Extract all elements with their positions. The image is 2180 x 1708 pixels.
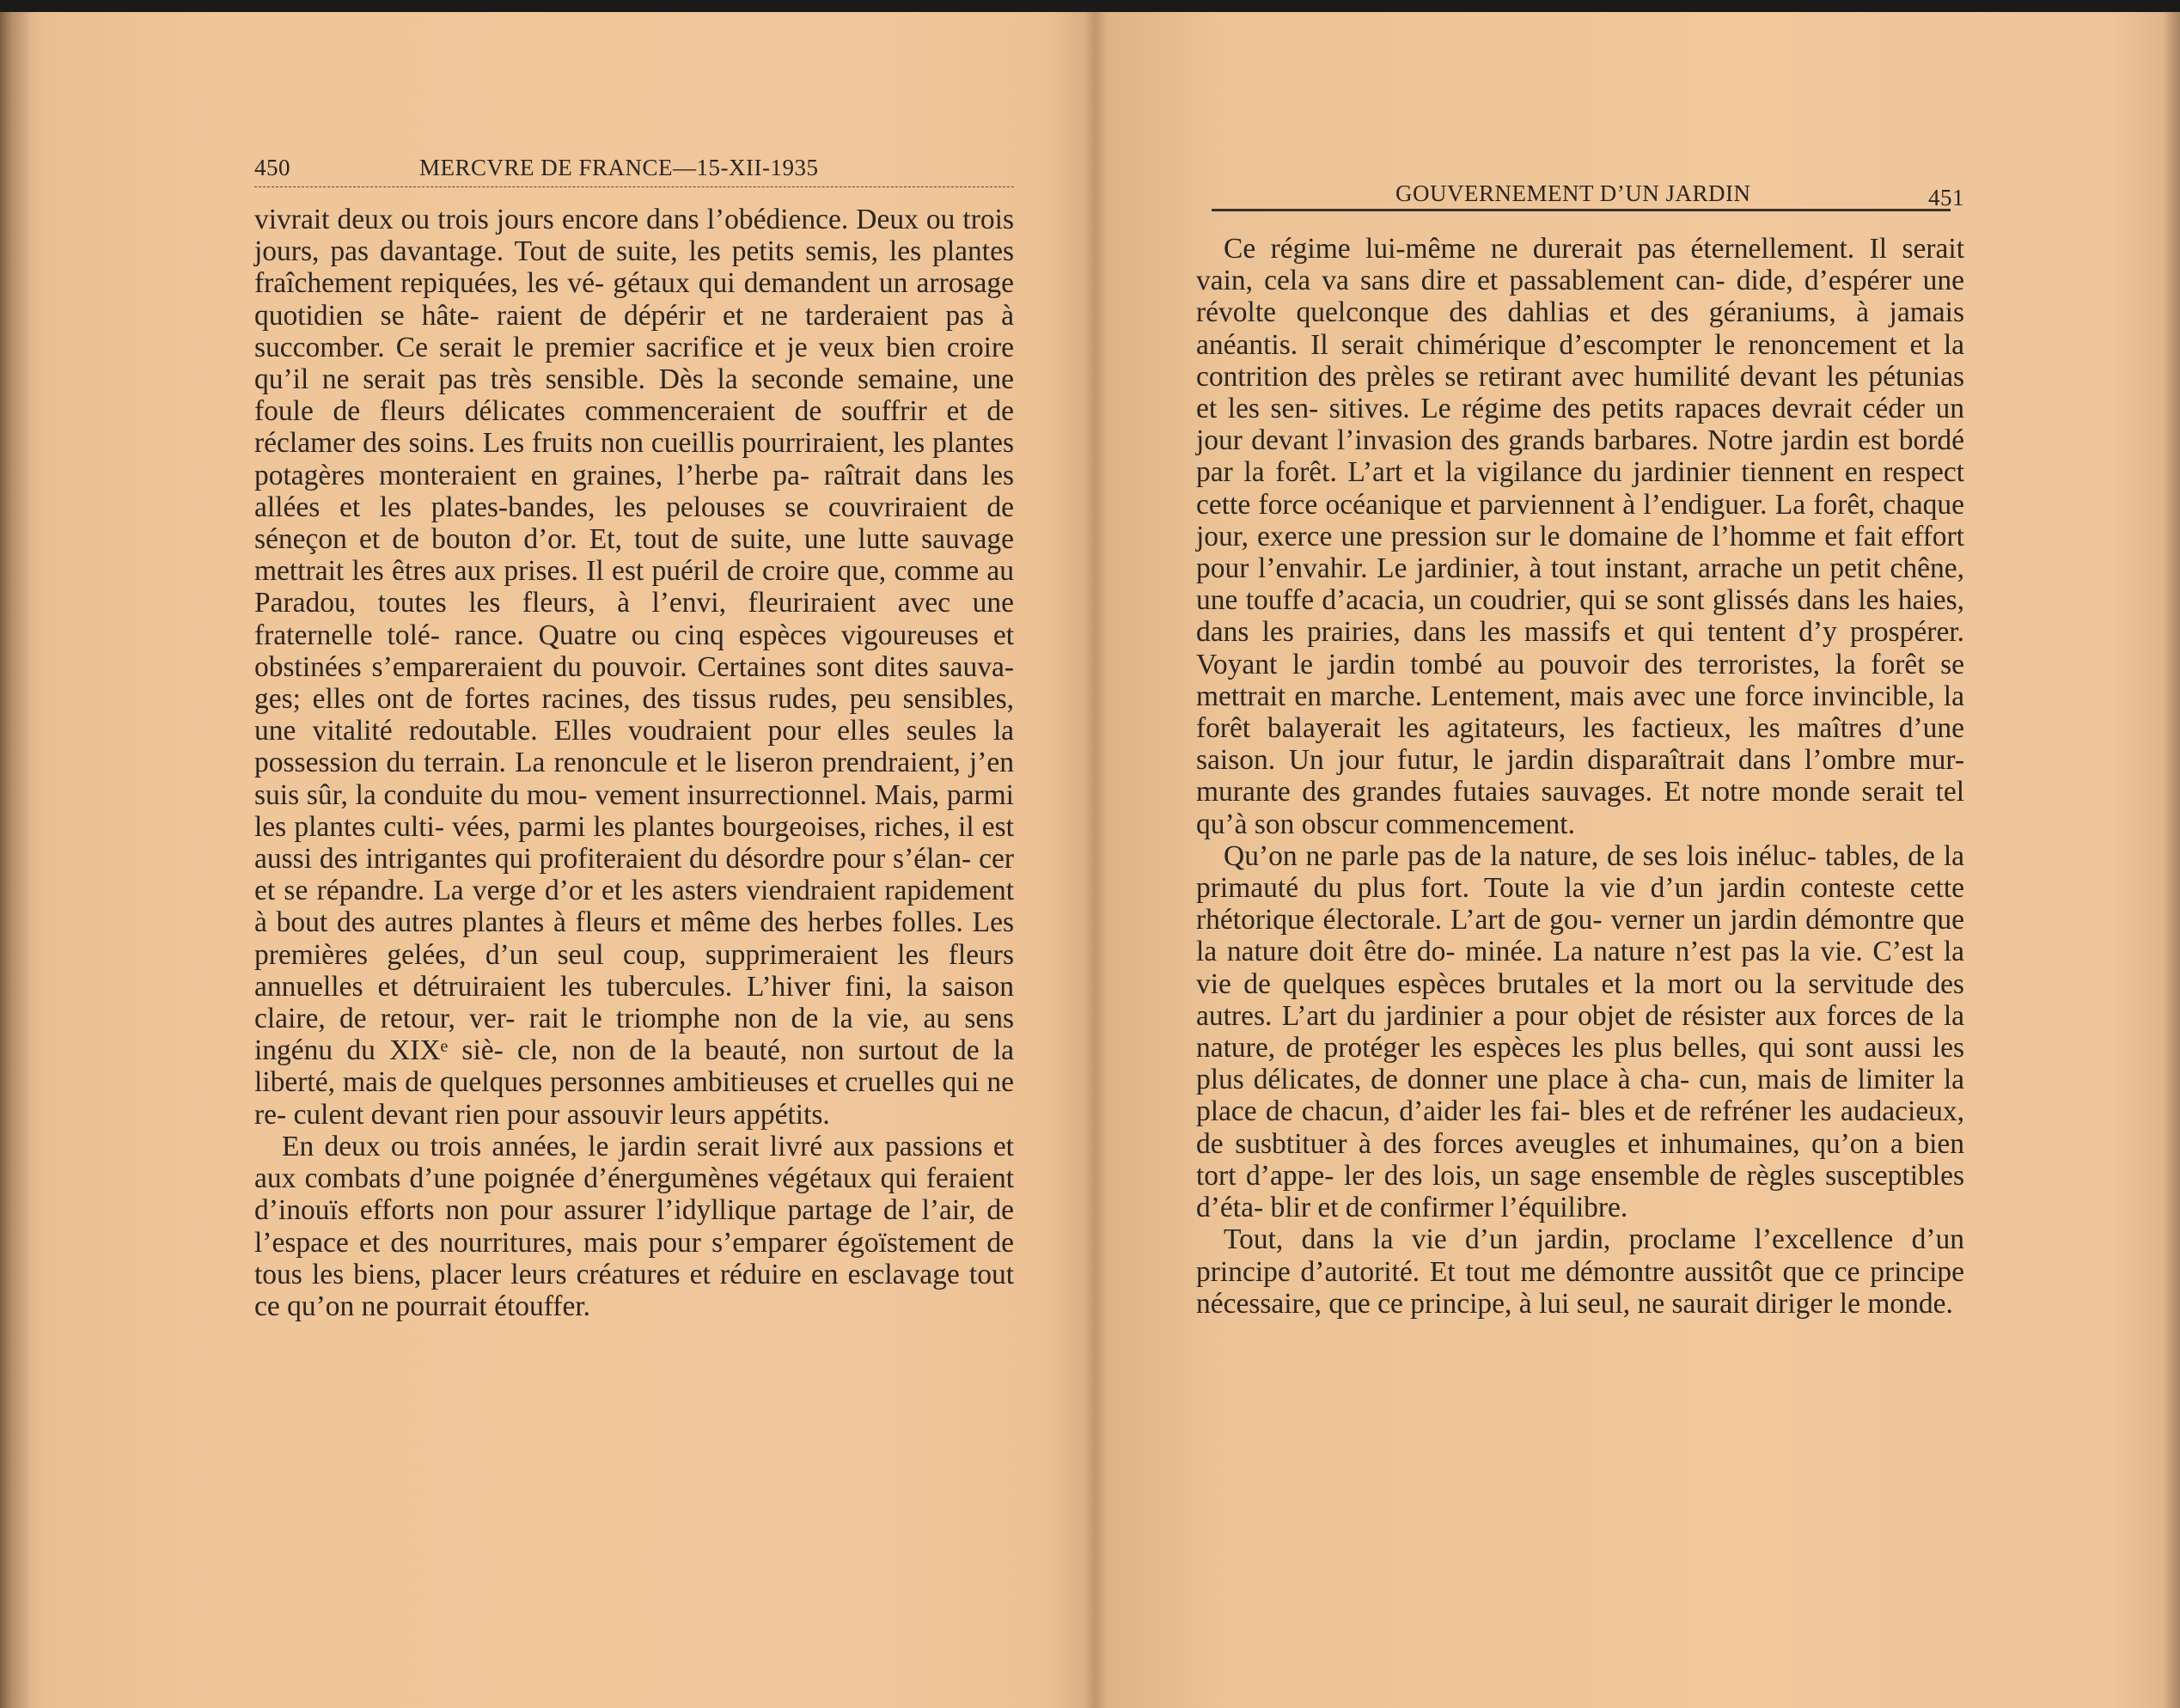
text-line: L’art du jardinier a pour objet de résister aux forces de bbox=[1281, 999, 1934, 1032]
text-line: réclamer des soins. Les fruits non cueillis pourriraient, bbox=[254, 427, 886, 460]
left-running-head: MERCVRE DE FRANCE—15-XII-1935 bbox=[419, 155, 819, 180]
right-running-head: GOUVERNEMENT D’UN JARDIN bbox=[1395, 180, 1751, 206]
text-line: est bordé par la forêt. L’art et la vigilance du jardinier bbox=[1196, 424, 1964, 489]
text-line: cun, mais de limiter la place de chacun, d’aider les fai- bbox=[1196, 1064, 1965, 1128]
text-line: espèces brutales et la mort ou la servitude des autres. bbox=[1196, 967, 1964, 1032]
left-page-number: 450 bbox=[254, 155, 290, 180]
text-line: Deux ou trois jours, pas davantage. Tout de suite, les bbox=[254, 204, 1014, 268]
text-line: rait le triomphe non de la vie, au sens ingénu du XIXᵉ siè- bbox=[254, 1003, 1015, 1067]
text-line: sur le domaine de l’homme et fait effort pour l’envahir. bbox=[1196, 520, 1964, 585]
text-line: l’idyllique partage de l’air, de l’espace et des nourritures, bbox=[254, 1194, 1015, 1259]
right-header-rule bbox=[1212, 209, 1951, 211]
text-line: vées, parmi les plantes bourgeoises, riches, il est aussi bbox=[254, 810, 1014, 875]
text-line: quelques personnes ambitieuses et cruelles qui ne re- bbox=[254, 1066, 1014, 1131]
text-line: liseron prendraient, j’en suis sûr, la conduite du mou- bbox=[254, 747, 1015, 811]
text-line: serait tel qu’à son obscur commencement. bbox=[1196, 776, 1965, 840]
right-page-edge bbox=[2163, 12, 2180, 1708]
text-line: Qu’on ne parle pas de la nature, de ses lois inéluc- bbox=[1224, 839, 1817, 872]
text-line: En deux ou trois années, le jardin serait livré aux bbox=[282, 1130, 875, 1162]
left-header-rule bbox=[254, 186, 1014, 187]
text-line: passions et aux combats d’une poignée d’énergumènes bbox=[254, 1130, 1014, 1195]
right-paragraph-3 bbox=[1196, 1223, 1964, 1320]
text-line: ler des lois, un sage ensemble de règles susceptibles d’éta- bbox=[1196, 1159, 1964, 1224]
text-line: ne saurait diriger le monde. bbox=[1637, 1287, 1953, 1320]
text-line: raîtrait dans les allées et les plates-bandes, les pelouses bbox=[254, 459, 1014, 523]
text-line: gétaux qui demandent un arrosage quotidien se hâte- bbox=[254, 267, 1015, 332]
right-paragraph-1 bbox=[1196, 233, 1964, 840]
text-line: rance. Quatre ou cinq espèces vigoureuses et obstinées bbox=[254, 619, 1015, 683]
text-line: Le jardinier, à tout instant, arrache un petit chêne, une bbox=[1196, 552, 1964, 617]
text-line: Ce régime lui-même ne durerait pas éternellement. bbox=[1224, 233, 1855, 265]
text-line: se couvriraient de séneçon et de bouton d’or. Et, tout bbox=[254, 491, 1014, 556]
text-line: agitateurs, les factieux, les maîtres d’une saison. Un bbox=[1196, 712, 1964, 777]
text-line: mais pour s’emparer égoïstement de tous les biens, placer bbox=[254, 1226, 1015, 1290]
text-line: Il est puéril de croire que, comme au Paradou, toutes bbox=[254, 555, 1015, 619]
text-line: forces aveugles et inhumaines, qu’on a bien tort d’appe- bbox=[1196, 1127, 1964, 1192]
text-line: la nature, de protéger les espèces les plus belles, qui bbox=[1196, 999, 1965, 1064]
text-line: touffe d’acacia, un coudrier, qui se sont glissés dans les bbox=[1245, 584, 1890, 617]
text-line: petits semis, les plantes fraîchement repiquées, les vé- bbox=[254, 235, 1015, 300]
text-line: jour futur, le jardin disparaîtrait dans l’ombre mur- bbox=[1337, 744, 1965, 777]
text-line: les plantes potagères monteraient en graines, l’herbe pa- bbox=[254, 427, 1015, 491]
text-line: elles seules la possession du terrain. La renoncule et le bbox=[254, 715, 1015, 779]
text-line: Il serait vain, cela va sans dire et passablement can- bbox=[1196, 233, 1964, 297]
text-line: verner un jardin démontre que la nature doit être do- bbox=[1196, 904, 1964, 968]
text-line: d’y prospérer. Voyant le jardin tombé au pouvoir des bbox=[1196, 616, 1964, 680]
text-line: murante des grandes futaies sauvages. Et notre monde bbox=[1196, 776, 1851, 808]
left-page-edge bbox=[0, 12, 31, 1708]
text-line: cer et se répandre. La verge d’or et les asters viendraient bbox=[254, 843, 1015, 907]
text-line: raient de dépérir et ne tarderaient pas à succomber. Ce bbox=[254, 299, 1015, 363]
text-line: ges; elles ont de fortes racines, des tissus rudes, peu bbox=[254, 683, 891, 716]
text-line: foule de fleurs délicates commenceraient de souffrir et de bbox=[254, 395, 1014, 428]
text-line: culent devant rien pour assouvir leurs appétits. bbox=[293, 1098, 830, 1131]
right-body-text bbox=[1196, 233, 1964, 1320]
text-line: haies, dans les prairies, dans les massifs et qui tentent bbox=[1196, 584, 1964, 649]
left-body-text bbox=[254, 204, 1014, 1322]
text-line: sensibles, une vitalité redoutable. Elles voudraient pour bbox=[254, 683, 1014, 747]
text-line: leurs créatures et réduire en esclavage tout ce qu’on bbox=[254, 1258, 1014, 1322]
text-line: bles et de refréner les audacieux, de susbtituer à des bbox=[1196, 1095, 1965, 1160]
text-line: tubercules. L’hiver fini, la saison claire, de retour, ver- bbox=[254, 970, 1014, 1035]
text-line: s’empareraient du pouvoir. Certaines sont dites sauva- bbox=[371, 650, 1014, 683]
text-line: végétaux qui feraient d’inouïs efforts non pour assurer bbox=[254, 1162, 1014, 1227]
text-line: jardin conteste cette rhétorique électorale. L’art de gou- bbox=[1196, 872, 1965, 936]
book-gutter bbox=[1084, 12, 1107, 1708]
text-line: rapidement à bout des autres plantes à fleurs et même bbox=[254, 875, 1015, 939]
text-line: des géraniums, à jamais anéantis. Il serait chimérique bbox=[1196, 296, 1964, 361]
text-line: d’escompter le renoncement et la contrition des prèles bbox=[1196, 328, 1965, 393]
text-line: mais avec une force invincible, la forêt balayerait les bbox=[1196, 680, 1964, 745]
text-line: de suite, une lutte sauvage mettrait les êtres aux prises. bbox=[254, 523, 1014, 588]
text-line: vivrait deux ou trois jours encore dans l’obédience. bbox=[254, 204, 849, 235]
right-page-number: 451 bbox=[1928, 185, 1964, 210]
text-line: que ce principe nécessaire, que ce principe, à lui seul, bbox=[1196, 1255, 1965, 1320]
text-line: supprimeraient les fleurs annuelles et détruiraient les bbox=[254, 938, 1014, 1003]
text-line: sitives. Le régime des petits rapaces devrait céder un bbox=[1328, 393, 1965, 425]
text-line: ne pourrait étouffer. bbox=[361, 1290, 591, 1322]
text-line: d’un principe d’autorité. Et tout me démontre aussitôt bbox=[1196, 1223, 1965, 1288]
text-line: Tout, dans la vie d’un jardin, proclame l’excellence bbox=[1224, 1223, 1894, 1256]
text-line: dide, d’espérer une révolte quelconque des dahlias et bbox=[1196, 265, 1965, 329]
text-line: serait pas très sensible. Dès la seconde semaine, une bbox=[363, 363, 1014, 396]
text-line: terroristes, la forêt se mettrait en marche. Lentement, bbox=[1196, 648, 1964, 712]
text-line: tables, de la primauté du plus fort. Toute la vie d’un bbox=[1196, 839, 1965, 905]
text-line: serait le premier sacrifice et je veux bien croire qu’il ne bbox=[254, 331, 1014, 396]
text-line: minée. La nature n’est pas la vie. C’est la vie de quelques bbox=[1196, 936, 1964, 1000]
text-line: jour devant l’invasion des grands barbares. Notre jardin bbox=[1196, 424, 1849, 457]
text-line: se retirant avec humilité devant les pétunias et les sen- bbox=[1196, 360, 1964, 425]
text-line: blir et de confirmer l’équilibre. bbox=[1270, 1192, 1628, 1224]
left-paragraph-1 bbox=[254, 204, 1014, 1131]
right-paragraph-2 bbox=[1196, 840, 1964, 1223]
left-paragraph-2 bbox=[254, 1131, 1014, 1322]
text-line: des intrigantes qui profiteraient du désordre pour s’élan- bbox=[319, 843, 972, 875]
text-line: des herbes folles. Les premières gelées, d’un seul coup, bbox=[254, 906, 1014, 971]
text-line: sont aussi les plus délicates, de donner une place à cha- bbox=[1196, 1032, 1964, 1096]
text-line: à l’endiguer. La forêt, chaque jour, exerce une pression bbox=[1196, 488, 1965, 552]
text-line: tiennent en respect cette force océanique et parviennent bbox=[1196, 456, 1965, 521]
text-line: vement insurrectionnel. Mais, parmi les plantes culti- bbox=[254, 778, 1014, 843]
text-line: cle, non de la beauté, non surtout de la liberté, mais de bbox=[254, 1034, 1015, 1099]
text-line: les fleurs, à l’envi, fleuriraient avec une fraternelle tolé- bbox=[254, 587, 1015, 651]
